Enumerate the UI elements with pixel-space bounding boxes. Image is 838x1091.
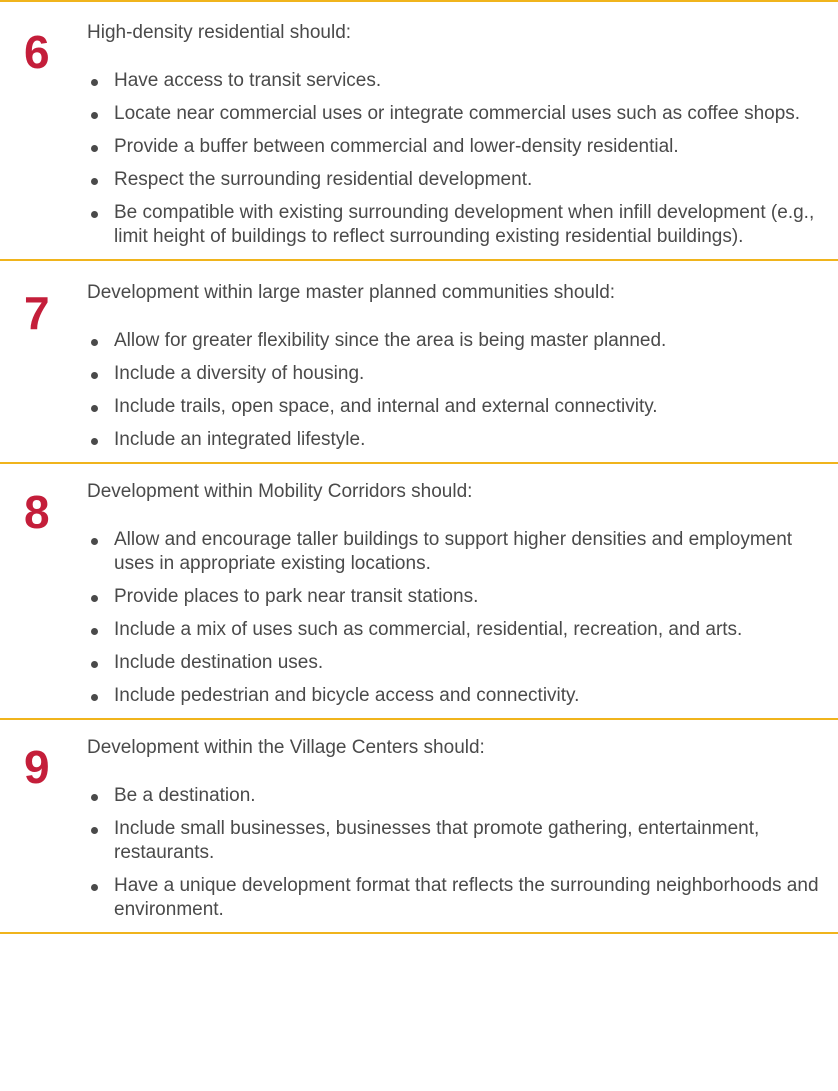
list-item-text: Allow for greater flexibility since the area is being master planned. xyxy=(114,330,667,351)
bullet-list xyxy=(87,784,830,922)
bullet-icon xyxy=(91,372,98,379)
bullet-icon xyxy=(91,178,98,185)
list-item xyxy=(87,618,830,642)
list-item xyxy=(87,528,830,576)
bullet-icon xyxy=(91,884,98,891)
list-item-text: Be a destination. xyxy=(114,785,256,806)
list-item-text: Provide places to park near transit stations. xyxy=(114,586,479,607)
bullet-icon xyxy=(91,595,98,602)
bullet-icon xyxy=(91,661,98,668)
list-item xyxy=(87,362,830,386)
section-8 xyxy=(0,464,838,718)
bullet-icon xyxy=(91,694,98,701)
list-item xyxy=(87,168,830,192)
section-divider xyxy=(0,932,838,934)
list-item-text: Respect the surrounding residential development. xyxy=(114,169,533,190)
section-number: 7 xyxy=(24,287,50,339)
section-intro: Development within large master planned communities should: xyxy=(87,282,616,303)
list-item-text: Include destination uses. xyxy=(114,652,324,673)
list-item xyxy=(87,784,830,808)
bullet-icon xyxy=(91,628,98,635)
list-item xyxy=(87,329,830,353)
section-9 xyxy=(0,720,838,932)
section-7 xyxy=(0,261,838,462)
section-intro: Development within the Village Centers should: xyxy=(87,737,485,758)
section-intro: High-density residential should: xyxy=(87,22,352,43)
list-item xyxy=(87,428,830,452)
list-item-text: Include pedestrian and bicycle access and connectivity. xyxy=(114,685,580,706)
bullet-icon xyxy=(91,438,98,445)
bullet-icon xyxy=(91,112,98,119)
list-item xyxy=(87,684,830,708)
list-item-text: Include small businesses, businesses that promote gathering, entertainment, restaurants. xyxy=(114,818,760,863)
bullet-icon xyxy=(91,79,98,86)
list-item-text: Provide a buffer between commercial and lower-density residential. xyxy=(114,136,679,157)
list-item xyxy=(87,201,830,249)
section-intro: Development within Mobility Corridors should: xyxy=(87,481,473,502)
list-item xyxy=(87,102,830,126)
list-item xyxy=(87,817,830,865)
section-number: 6 xyxy=(24,26,50,78)
section-6 xyxy=(0,2,838,259)
bullet-icon xyxy=(91,145,98,152)
list-item xyxy=(87,69,830,93)
list-item-text: Include trails, open space, and internal and external connectivity. xyxy=(114,396,658,417)
list-item-text: Have a unique development format that reflects the surrounding neighborhoods and environment. xyxy=(114,875,819,920)
bullet-list xyxy=(87,329,830,452)
list-item-text: Locate near commercial uses or integrate commercial uses such as coffee shops. xyxy=(114,103,801,124)
list-item xyxy=(87,585,830,609)
list-item xyxy=(87,651,830,675)
bullet-list xyxy=(87,69,830,249)
list-item-text: Include a mix of uses such as commercial, residential, recreation, and arts. xyxy=(114,619,743,640)
list-item-text: Include an integrated lifestyle. xyxy=(114,429,366,450)
bullet-icon xyxy=(91,405,98,412)
list-item-text: Be compatible with existing surrounding development when infill development (e.g., limit height of buildings to reflect surrounding existing residential buildings). xyxy=(114,202,815,247)
list-item xyxy=(87,135,830,159)
bullet-icon xyxy=(91,211,98,218)
bullet-icon xyxy=(91,827,98,834)
list-item-text: Allow and encourage taller buildings to support higher densities and employment uses in appropriate existing locations. xyxy=(114,529,793,574)
list-item-text: Include a diversity of housing. xyxy=(114,363,365,384)
list-item-text: Have access to transit services. xyxy=(114,70,382,91)
section-number: 9 xyxy=(24,741,50,793)
bullet-icon xyxy=(91,339,98,346)
list-item xyxy=(87,874,830,922)
section-number: 8 xyxy=(24,486,50,538)
list-item xyxy=(87,395,830,419)
bullet-icon xyxy=(91,538,98,545)
bullet-icon xyxy=(91,794,98,801)
bullet-list xyxy=(87,528,830,708)
